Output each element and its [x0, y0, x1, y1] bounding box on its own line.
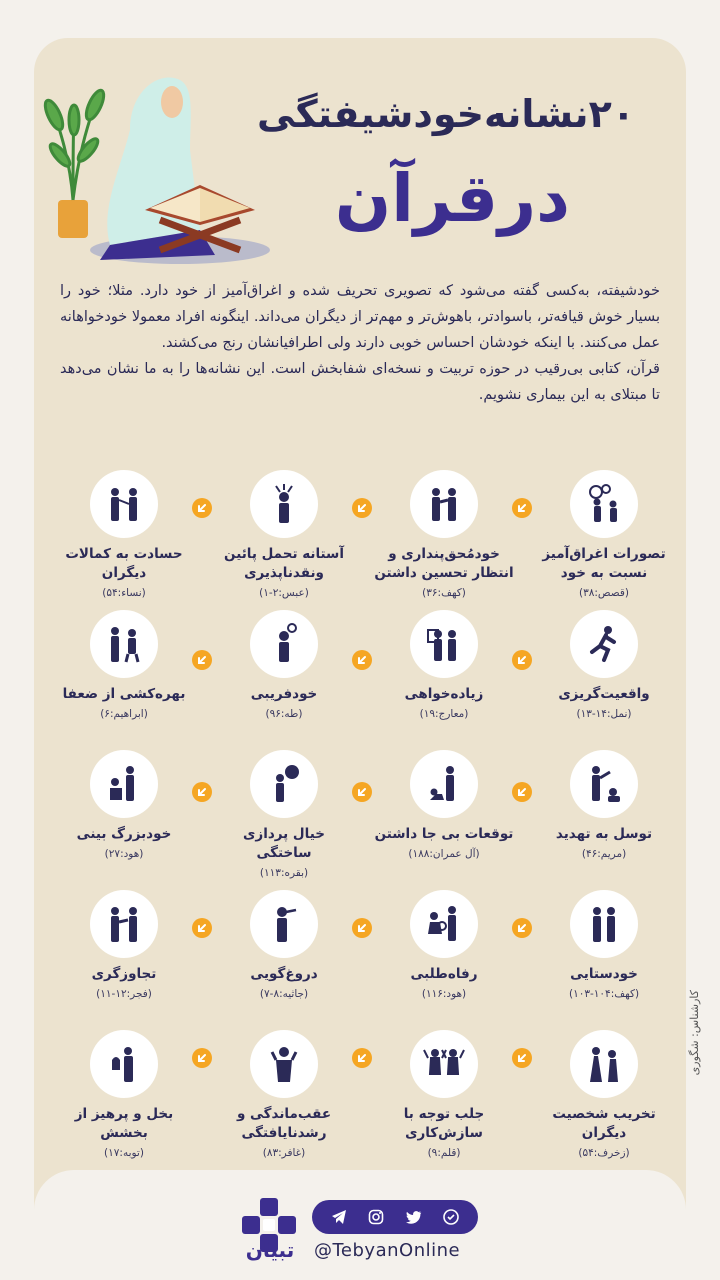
arrow-icon — [192, 650, 212, 670]
arrow-icon — [192, 498, 212, 518]
arrow-icon — [512, 650, 532, 670]
sign-item-2 — [374, 470, 514, 610]
sign-reference: (توبه:۱۷) — [104, 1147, 144, 1159]
liar-person-icon — [250, 890, 318, 958]
sign-item-8 — [54, 610, 194, 750]
sign-item-16 — [54, 890, 194, 1030]
running-person-icon — [570, 610, 638, 678]
sign-reference: (هود:۲۷) — [104, 848, 144, 860]
sign-title: زیاده‌خواهی — [404, 686, 484, 702]
arrow-icon — [352, 498, 372, 518]
sign-title: توقعات بی جا داشتن — [374, 826, 514, 842]
arrow-icon — [512, 918, 532, 938]
sign-item-5 — [534, 610, 674, 750]
sign-reference: (قلم:۹) — [427, 1147, 461, 1159]
intro-paragraph-1: خودشیفته، به‌کسی گفته می‌شود که تصویری تحریف شده و اغراق‌آمیز از خود دارد. مثلا؛ خود را بسیار خوش قیافه‌تر، باسوادتر، باهوش‌تر و مهم‌تر از دیگران می‌داند. اینگونه افراد معمولا خودخواهانه عمل می‌کنند. با اینکه خودشان احساس خوبی دارند ولی اطرافیانشان رنج می‌کشند. — [60, 283, 660, 351]
sign-title: خودمُحق‌پنداری و انتظار تحسین داشتن — [374, 546, 514, 581]
sign-item-11 — [214, 750, 354, 890]
page-title: ۲۰نشانه‌خودشیفتگی — [257, 92, 635, 136]
attention-people-icon — [410, 1030, 478, 1098]
sign-item-20 — [54, 1030, 194, 1170]
sign-reference: (مریم:۴۶) — [581, 848, 627, 860]
sign-reference: (بقره:۱۱۳) — [259, 867, 309, 879]
sign-item-17 — [534, 1030, 674, 1170]
arrow-icon — [192, 1048, 212, 1068]
sign-reference: (ابراهیم:۶) — [100, 708, 148, 720]
sign-title: خودفریبی — [250, 686, 318, 702]
sign-item-10 — [374, 750, 514, 890]
shield-check-icon[interactable] — [440, 1206, 462, 1228]
sign-title: جلب توجه با سازش‌کاری — [403, 1106, 485, 1141]
sign-item-18 — [374, 1030, 514, 1170]
sad-person-icon — [250, 1030, 318, 1098]
telegram-icon[interactable] — [328, 1206, 350, 1228]
sign-item-3 — [214, 470, 354, 610]
author-credit: کارشناس: شگوری — [688, 990, 701, 1076]
sign-item-4 — [54, 470, 194, 610]
sign-item-15 — [214, 890, 354, 1030]
arrow-icon — [352, 1048, 372, 1068]
arrow-icon — [192, 918, 212, 938]
arrow-icon — [352, 918, 372, 938]
mocking-people-icon — [570, 1030, 638, 1098]
logo-text: تبیان — [245, 1238, 295, 1262]
sign-reference: (طه:۹۶) — [265, 708, 303, 720]
sign-reference: (زخرف:۵۴) — [578, 1147, 630, 1159]
sign-item-13 — [534, 890, 674, 1030]
sign-title: توسل به تهدید — [555, 826, 653, 842]
sign-reference: (عبس:۲-۱) — [259, 587, 309, 599]
sign-item-1 — [534, 470, 674, 610]
greedy-person-icon — [410, 610, 478, 678]
dreaming-person-icon — [250, 750, 318, 818]
instagram-icon[interactable] — [365, 1206, 387, 1228]
sign-reference: (نمل:۱۴-۱۳) — [576, 708, 632, 720]
sign-title: بهره‌کشی از ضعفا — [62, 686, 186, 702]
sign-reference: (جاثیه:۸-۷) — [259, 988, 309, 1000]
kneeling-person-icon — [90, 750, 158, 818]
sign-title: رفاه‌طلبی — [410, 966, 478, 982]
sign-reference: (غافر:۸۳) — [262, 1147, 306, 1159]
arrow-icon — [192, 782, 212, 802]
sign-reference: (کهف:۳۶) — [422, 587, 466, 599]
sign-reference: (نساء:۵۴) — [102, 587, 146, 599]
aggression-people-icon — [90, 890, 158, 958]
arrow-icon — [512, 498, 532, 518]
sign-title: خیال پردازی ساختگی — [243, 826, 325, 861]
sign-item-9 — [534, 750, 674, 890]
sign-title: آستانه تحمل پائین ونقدناپذیری — [224, 546, 344, 581]
two-people-icon — [410, 470, 478, 538]
envy-people-icon — [90, 470, 158, 538]
thought-bubble-people-icon — [570, 470, 638, 538]
twitter-icon[interactable] — [403, 1206, 425, 1228]
social-handle[interactable]: @TebyanOnline — [314, 1240, 461, 1261]
sign-reference: (معارج:۱۹) — [419, 708, 469, 720]
sign-title: بخل و پرهیز از بخشش — [74, 1106, 174, 1141]
intro-paragraph-2: قرآن، کتابی بی‌رقیب در حوزه تربیت و نسخه‌ای شفابخش است. این نشانه‌ها را به ما نشان می‌دهد تا مبتلای به این بیماری نشویم. — [60, 361, 660, 403]
intro-text — [60, 278, 660, 408]
arrow-icon — [352, 782, 372, 802]
miser-person-icon — [90, 1030, 158, 1098]
sign-title: تجاوزگری — [91, 966, 157, 982]
sign-item-7 — [214, 610, 354, 750]
sign-title: خودستایی — [570, 966, 638, 982]
angry-person-icon — [250, 470, 318, 538]
sign-reference: (کهف:۱۰۴-۱۰۳) — [568, 988, 640, 1000]
confused-person-icon — [250, 610, 318, 678]
page-subtitle: درقرآن — [334, 160, 570, 237]
sign-item-12 — [54, 750, 194, 890]
self-praise-people-icon — [570, 890, 638, 958]
social-links — [312, 1200, 478, 1234]
sign-reference: (هود:۱۱۶) — [421, 988, 467, 1000]
sign-reference: (فجر:۱۲-۱۱) — [96, 988, 152, 1000]
wealth-people-icon — [410, 890, 478, 958]
sign-title: واقعیت‌گریزی — [558, 686, 650, 702]
arrow-icon — [512, 1048, 532, 1068]
sign-item-6 — [374, 610, 514, 750]
exploit-people-icon — [90, 610, 158, 678]
sign-item-19 — [214, 1030, 354, 1170]
sign-item-14 — [374, 890, 514, 1030]
sign-title: تخریب شخصیت دیگران — [552, 1106, 656, 1141]
arrow-icon — [352, 650, 372, 670]
threat-person-icon — [570, 750, 638, 818]
arrow-icon — [512, 782, 532, 802]
sign-reference: (قصص:۳۸) — [579, 587, 630, 599]
sign-title: خودبزرگ بینی — [76, 826, 172, 842]
sign-title: حسادت به کمالات دیگران — [65, 546, 183, 581]
sign-title: تصورات اغراق‌آمیز نسبت به خود — [542, 546, 666, 581]
sign-title: عقب‌ماندگی و رشدنایافتگی — [236, 1106, 332, 1141]
sign-reference: (آل عمران:۱۸۸) — [408, 848, 480, 860]
sign-title: دروغ‌گویی — [250, 966, 318, 982]
bowing-person-icon — [410, 750, 478, 818]
